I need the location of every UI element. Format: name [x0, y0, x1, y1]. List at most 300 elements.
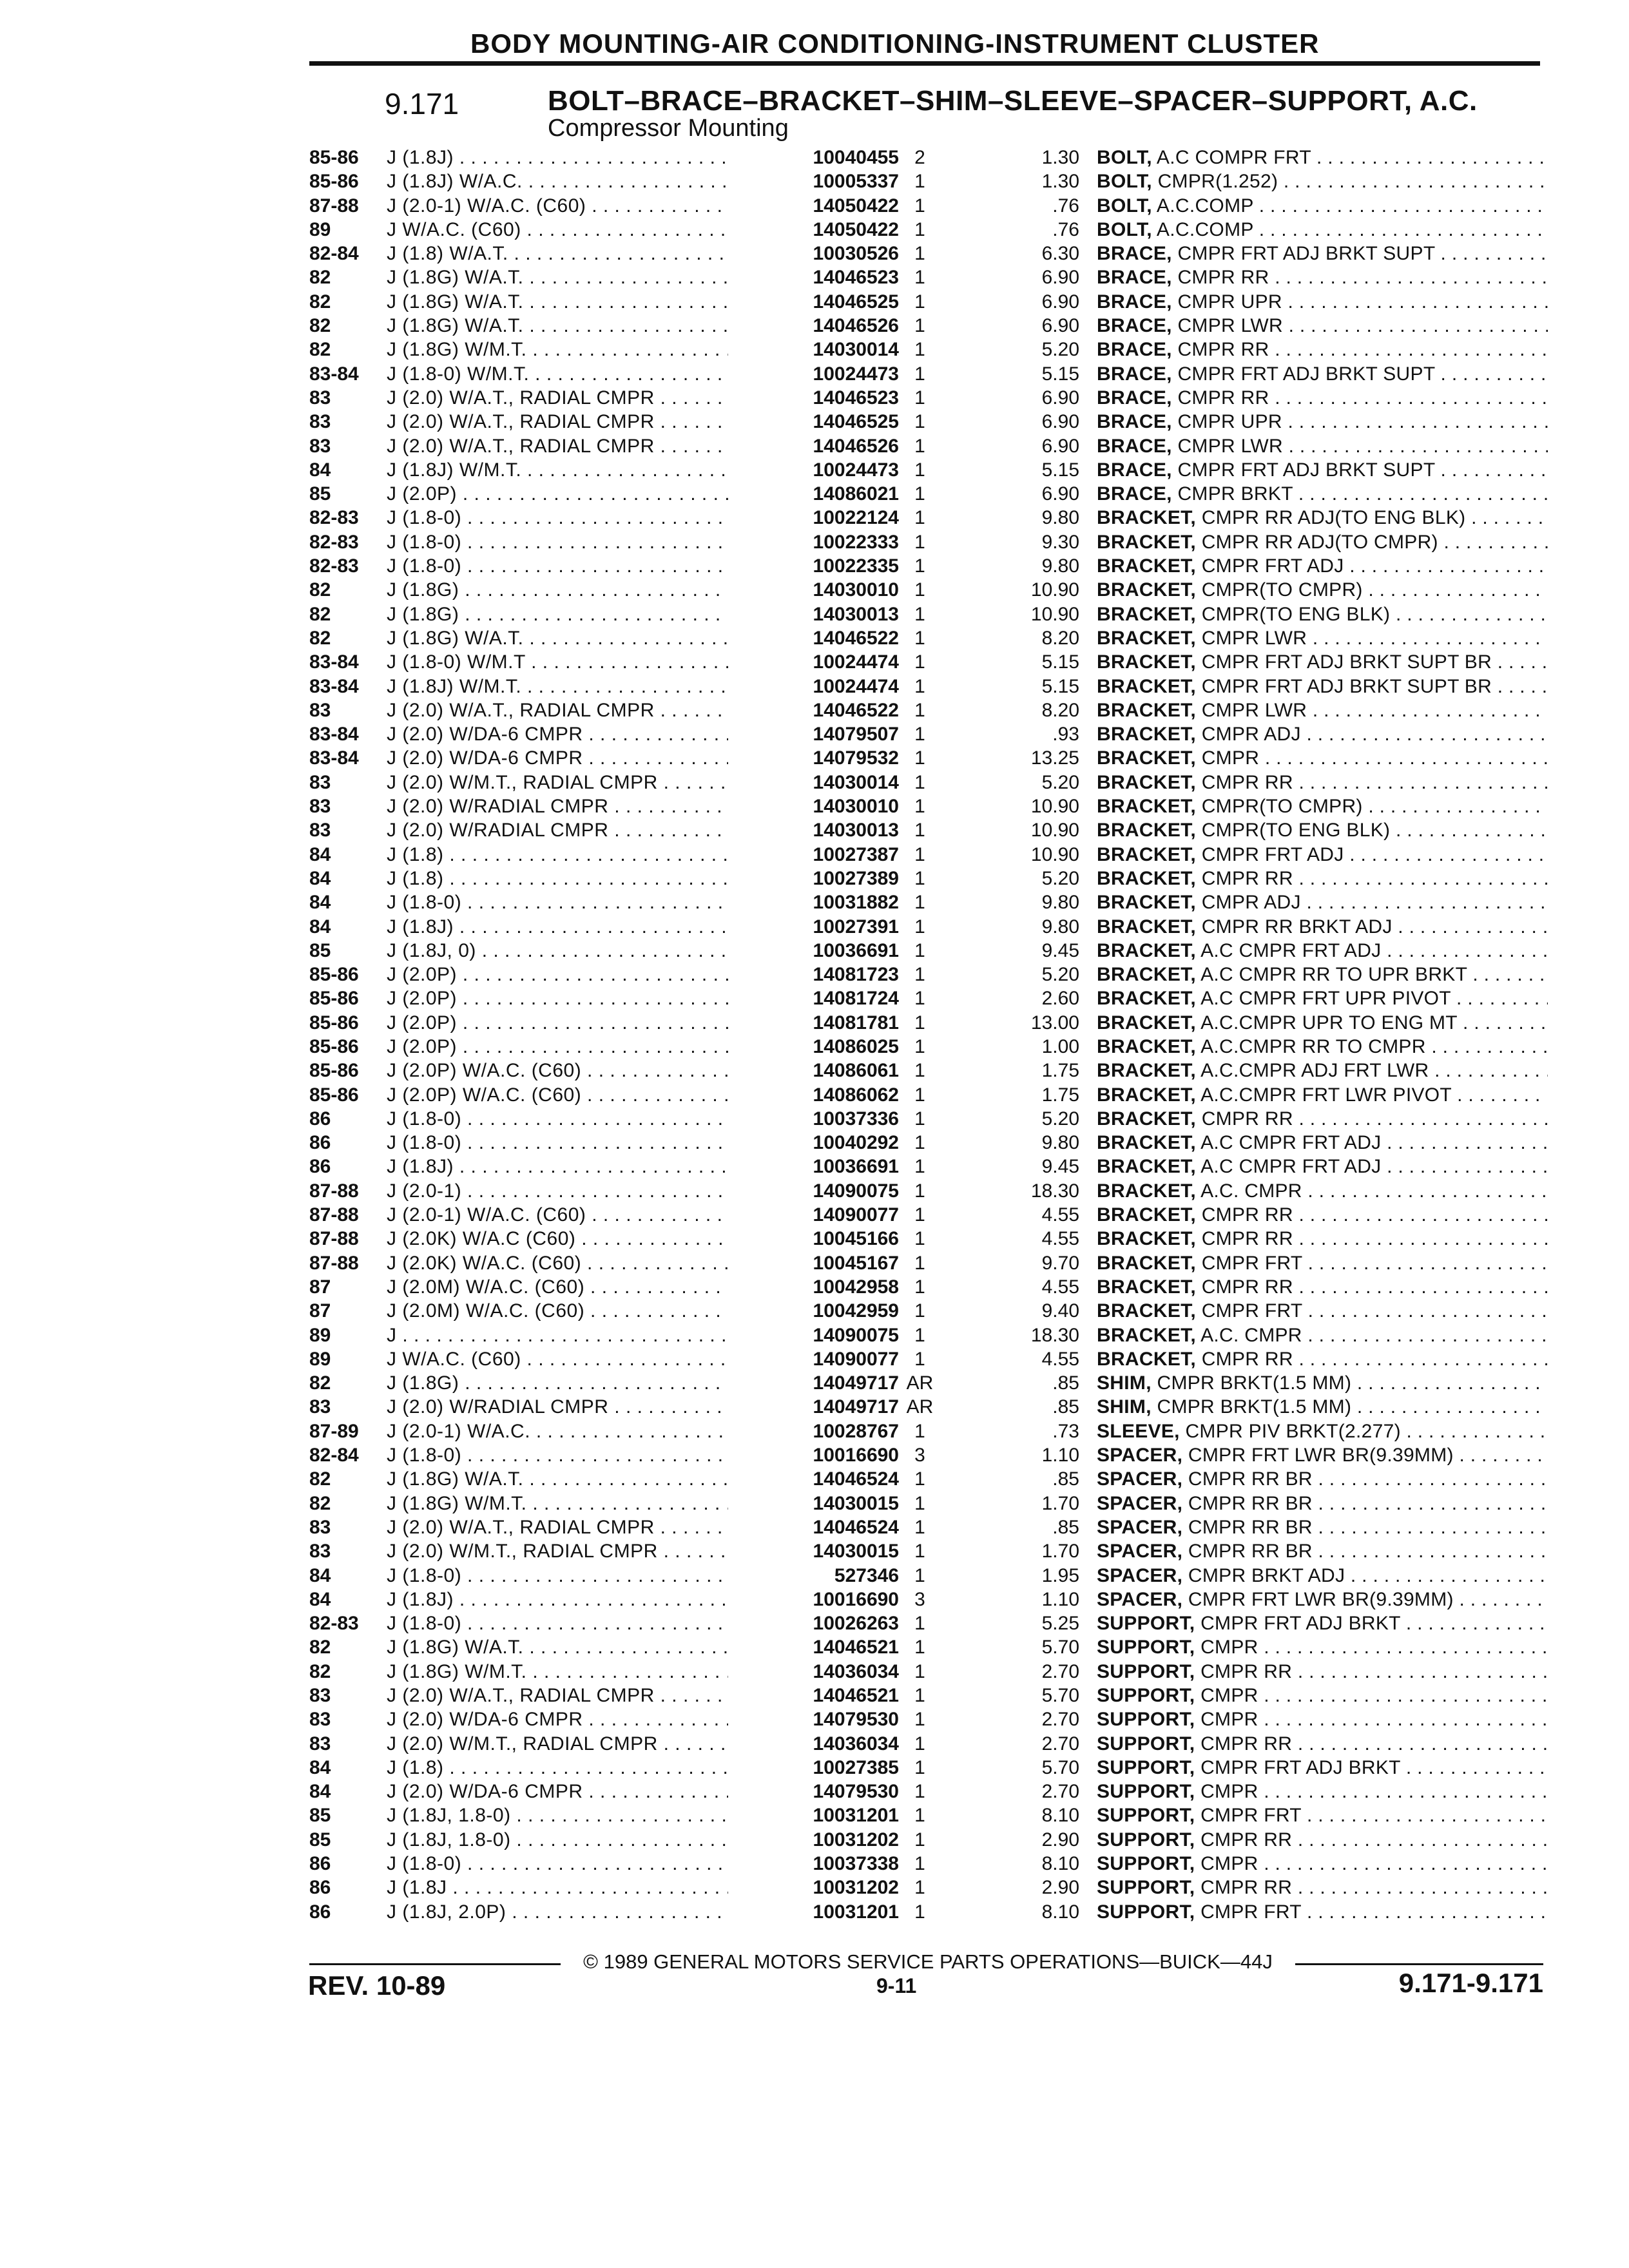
part-model: J (2.0) W/RADIAL CMPR . . .	[387, 1395, 728, 1419]
part-number: 10042958	[813, 1276, 899, 1298]
part-number: 10042959	[813, 1300, 899, 1322]
part-model: J (1.8G) W/A.T. . . .	[387, 265, 728, 289]
part-number: 14090077	[813, 1204, 899, 1226]
part-model: J (2.0) W/M.T., RADIAL CMPR . . .	[387, 1539, 728, 1563]
part-year: 85-86	[309, 171, 359, 193]
part-number: 14030013	[813, 603, 899, 625]
part-price: 8.10	[1041, 1805, 1079, 1827]
part-quantity: 1	[914, 724, 925, 745]
part-desc-text: CMPR(TO ENG BLK)	[1201, 603, 1391, 625]
part-price: 9.80	[1041, 555, 1079, 577]
part-description	[1097, 1611, 1548, 1635]
part-quantity: 1	[914, 1420, 925, 1442]
part-quantity: 1	[914, 459, 925, 481]
part-type: SUPPORT,	[1097, 1637, 1195, 1658]
part-number: 14046522	[813, 699, 899, 721]
part-row	[309, 1179, 1547, 1203]
part-row	[309, 675, 1547, 698]
part-year: 87-88	[309, 1204, 359, 1226]
part-type: SUPPORT,	[1097, 1660, 1195, 1682]
part-year: 85-86	[309, 1012, 359, 1033]
part-year: 82	[309, 627, 331, 649]
part-row	[309, 410, 1547, 434]
part-desc-text: CMPR RR	[1201, 1276, 1293, 1298]
part-number: 14046526	[813, 315, 899, 337]
part-quantity: 1	[914, 939, 925, 961]
part-desc-text: A.C.CMPR ADJ FRT LWR	[1200, 1060, 1429, 1082]
part-description	[1097, 1515, 1548, 1539]
part-price: 4.55	[1041, 1228, 1079, 1250]
part-year: 82	[309, 291, 331, 312]
part-description	[1097, 1131, 1548, 1155]
part-description	[1097, 1443, 1548, 1467]
part-desc-text: CMPR RR	[1200, 1733, 1293, 1754]
part-price: 4.55	[1041, 1276, 1079, 1298]
part-price: 9.80	[1041, 916, 1079, 937]
part-description	[1097, 265, 1548, 289]
part-price: 9.80	[1041, 1132, 1079, 1154]
part-desc-text: CMPR(TO CMPR)	[1201, 579, 1363, 601]
part-type: BRACKET,	[1097, 939, 1197, 961]
part-price: 10.90	[1030, 603, 1079, 625]
part-row	[309, 1564, 1547, 1588]
part-year: 83	[309, 1541, 331, 1562]
part-number: 10026263	[813, 1613, 899, 1635]
part-year: 83-84	[309, 651, 359, 673]
part-desc-text: CMPR RR ADJ(TO ENG BLK)	[1201, 507, 1466, 529]
part-quantity: 1	[914, 1300, 925, 1322]
part-price: 10.90	[1030, 579, 1079, 601]
part-row	[309, 169, 1547, 193]
part-desc-text: CMPR FRT ADJ BRKT SUPT BR	[1201, 651, 1492, 673]
part-year: 84	[309, 459, 331, 481]
part-model: J . . .	[387, 1323, 728, 1347]
part-type: BRACE,	[1097, 267, 1172, 289]
part-model: J (2.0P) W/A.C. (C60) . . .	[387, 1083, 728, 1107]
part-quantity: 1	[914, 1276, 925, 1298]
part-desc-text: A.C.CMPR RR TO CMPR	[1200, 1035, 1426, 1057]
part-year: 84	[309, 867, 331, 889]
part-desc-text: CMPR FRT ADJ BRKT	[1200, 1613, 1401, 1635]
part-number: 14030015	[813, 1541, 899, 1562]
part-description	[1097, 939, 1548, 963]
part-year: 83	[309, 771, 331, 793]
part-quantity: 1	[914, 1733, 925, 1754]
part-quantity: 1	[914, 867, 925, 889]
part-type: SPACER,	[1097, 1541, 1183, 1562]
part-description	[1097, 843, 1548, 867]
part-quantity: 1	[914, 1756, 925, 1778]
part-year: 82-83	[309, 531, 359, 553]
part-description	[1097, 794, 1548, 818]
part-row	[309, 290, 1547, 314]
part-description	[1097, 146, 1548, 169]
part-type: BRACKET,	[1097, 1012, 1197, 1033]
part-number: 10040455	[813, 147, 899, 168]
part-desc-text: A.C CMPR FRT ADJ	[1200, 1156, 1382, 1178]
part-description	[1097, 1323, 1548, 1347]
part-row	[309, 1155, 1547, 1178]
part-number: 14050422	[813, 218, 899, 240]
part-model: J (2.0-1) W/A.C. . . .	[387, 1419, 728, 1443]
part-quantity: 1	[914, 1492, 925, 1514]
part-type: BRACE,	[1097, 459, 1172, 481]
part-type: BRACE,	[1097, 411, 1172, 433]
part-type: BRACKET,	[1097, 1060, 1197, 1082]
part-price: 6.90	[1041, 315, 1079, 337]
revision-label: REV. 10-89	[308, 1970, 446, 2001]
part-quantity: 1	[914, 243, 925, 265]
part-type: BRACKET,	[1097, 1324, 1197, 1346]
part-model: J (1.8J . . .	[387, 1876, 728, 1899]
part-description	[1097, 1251, 1548, 1275]
part-number: 14030015	[813, 1492, 899, 1514]
part-year: 82	[309, 267, 331, 289]
part-desc-text: CMPR BRKT	[1177, 483, 1293, 505]
part-description	[1097, 338, 1548, 361]
part-row	[309, 338, 1547, 361]
part-row	[309, 1059, 1547, 1082]
part-model: J (2.0) W/A.T., RADIAL CMPR . . .	[387, 698, 728, 722]
part-row	[309, 890, 1547, 914]
part-description	[1097, 554, 1548, 578]
part-price: 5.25	[1041, 1613, 1079, 1635]
part-row	[309, 1684, 1547, 1707]
part-number: 10024474	[813, 651, 899, 673]
part-desc-text: A.C. CMPR	[1200, 1324, 1302, 1346]
part-description	[1097, 1059, 1548, 1082]
part-year: 84	[309, 843, 331, 865]
part-description	[1097, 169, 1548, 193]
part-model: J (2.0-1) W/A.C. (C60) . . .	[387, 194, 728, 218]
part-description	[1097, 675, 1548, 698]
part-type: BRACKET,	[1097, 1300, 1197, 1322]
part-type: SLEEVE,	[1097, 1420, 1180, 1442]
part-number: 14049717	[813, 1372, 899, 1394]
part-number: 10028767	[813, 1420, 899, 1442]
part-description	[1097, 1179, 1548, 1203]
part-quantity: 1	[914, 796, 925, 818]
part-number: 14046525	[813, 411, 899, 433]
part-model: J (1.8J) . . .	[387, 915, 728, 939]
part-model: J (1.8-0) . . .	[387, 1131, 728, 1155]
part-model: J (2.0) W/DA-6 CMPR . . .	[387, 1780, 728, 1803]
part-year: 83	[309, 1516, 331, 1538]
part-model: J (1.8-0) W/M.T. . . .	[387, 362, 728, 386]
part-description	[1097, 1828, 1548, 1852]
part-year: 85-86	[309, 988, 359, 1010]
part-price: 18.30	[1030, 1180, 1079, 1202]
part-desc-text: CMPR RR BRKT ADJ	[1201, 916, 1393, 937]
part-price: 4.55	[1041, 1348, 1079, 1370]
part-price: 5.15	[1041, 651, 1079, 673]
part-year: 86	[309, 1132, 331, 1154]
part-price: 1.10	[1041, 1588, 1079, 1610]
part-description	[1097, 1347, 1548, 1371]
part-desc-text: CMPR RR	[1201, 771, 1293, 793]
part-description	[1097, 771, 1548, 794]
part-model: J (1.8J) W/M.T. . . .	[387, 458, 728, 482]
part-price: 9.45	[1041, 1156, 1079, 1178]
part-year: 82	[309, 603, 331, 625]
part-description	[1097, 314, 1548, 338]
part-year: 83	[309, 820, 331, 841]
part-year: 85-86	[309, 1060, 359, 1082]
part-type: BRACKET,	[1097, 820, 1197, 841]
part-quantity: 1	[914, 820, 925, 841]
part-desc-text: CMPR BRKT ADJ	[1188, 1564, 1345, 1586]
part-description	[1097, 1660, 1548, 1684]
part-price: 6.90	[1041, 267, 1079, 289]
part-type: SUPPORT,	[1097, 1709, 1195, 1731]
part-desc-text: CMPR PIV BRKT(2.277)	[1185, 1420, 1401, 1442]
part-price: 8.20	[1041, 627, 1079, 649]
part-number: 10022333	[813, 531, 899, 553]
part-number: 14046525	[813, 291, 899, 312]
part-row	[309, 434, 1547, 458]
part-quantity: 1	[914, 1805, 925, 1827]
part-row	[309, 242, 1547, 265]
part-type: BRACE,	[1097, 483, 1172, 505]
part-number: 14090077	[813, 1348, 899, 1370]
part-model: J (1.8-0) . . .	[387, 890, 728, 914]
part-row	[309, 194, 1547, 218]
part-price: 13.25	[1030, 747, 1079, 769]
part-number: 14081723	[813, 964, 899, 986]
part-model: J (1.8-0) W/M.T . . .	[387, 650, 728, 674]
part-price: .85	[1052, 1468, 1079, 1490]
part-desc-text: CMPR FRT ADJ BRKT SUPT	[1177, 243, 1435, 265]
part-model: J (2.0) W/RADIAL CMPR . . .	[387, 818, 728, 842]
part-row	[309, 1707, 1547, 1731]
part-model: J (2.0P) W/A.C. (C60) . . .	[387, 1059, 728, 1082]
part-price: 1.95	[1041, 1564, 1079, 1586]
part-quantity: 1	[914, 555, 925, 577]
part-row	[309, 218, 1547, 242]
part-description	[1097, 482, 1548, 506]
part-quantity: 1	[914, 579, 925, 601]
part-number: 10036691	[813, 939, 899, 961]
part-description	[1097, 818, 1548, 842]
part-model: J (2.0P) . . .	[387, 1011, 728, 1035]
part-price: 2.60	[1041, 988, 1079, 1010]
part-model: J (2.0) W/DA-6 CMPR . . .	[387, 722, 728, 746]
part-description	[1097, 963, 1548, 986]
part-number: 14050422	[813, 195, 899, 216]
part-description	[1097, 1155, 1548, 1178]
part-desc-text: CMPR FRT	[1201, 1300, 1303, 1322]
part-quantity: 1	[914, 1853, 925, 1875]
part-number: 10005337	[813, 171, 899, 193]
part-description	[1097, 1852, 1548, 1876]
part-price: 1.70	[1041, 1492, 1079, 1514]
part-quantity: 1	[914, 171, 925, 193]
part-row	[309, 1035, 1547, 1059]
part-quantity: AR	[906, 1372, 934, 1394]
part-year: 82-83	[309, 507, 359, 529]
part-type: SUPPORT,	[1097, 1901, 1195, 1923]
part-price: 1.75	[1041, 1084, 1079, 1106]
part-row	[309, 1299, 1547, 1323]
part-type: BRACKET,	[1097, 892, 1197, 914]
part-type: BRACKET,	[1097, 843, 1197, 865]
part-year: 82	[309, 339, 331, 361]
part-type: BRACKET,	[1097, 1084, 1197, 1106]
part-type: BRACKET,	[1097, 796, 1197, 818]
part-model: J (1.8J) . . .	[387, 146, 728, 169]
part-type: SUPPORT,	[1097, 1613, 1195, 1635]
part-quantity: 1	[914, 387, 925, 408]
part-type: BRACE,	[1097, 291, 1172, 312]
part-type: SPACER,	[1097, 1492, 1183, 1514]
part-quantity: 1	[914, 1060, 925, 1082]
part-year: 87-88	[309, 1252, 359, 1274]
part-row	[309, 1803, 1547, 1827]
part-desc-text: CMPR FRT ADJ	[1201, 843, 1344, 865]
part-desc-text: CMPR RR BR	[1188, 1516, 1313, 1538]
part-model: J (2.0K) W/A.C. (C60) . . .	[387, 1251, 728, 1275]
part-desc-text: CMPR RR	[1177, 387, 1269, 408]
part-description	[1097, 1780, 1548, 1803]
part-type: BRACE,	[1097, 363, 1172, 385]
part-type: BRACKET,	[1097, 555, 1197, 577]
part-number: 10045167	[813, 1252, 899, 1274]
part-quantity: 1	[914, 315, 925, 337]
part-type: SUPPORT,	[1097, 1781, 1195, 1803]
part-price: 9.80	[1041, 892, 1079, 914]
part-number: 14079530	[813, 1781, 899, 1803]
part-desc-text: A.C CMPR RR TO UPR BRKT	[1200, 964, 1467, 986]
part-price: 9.30	[1041, 531, 1079, 553]
part-type: BRACKET,	[1097, 603, 1197, 625]
part-number: 527346	[834, 1564, 899, 1586]
part-row	[309, 722, 1547, 746]
part-year: 83-84	[309, 747, 359, 769]
part-year: 82	[309, 579, 331, 601]
part-quantity: 1	[914, 435, 925, 457]
part-model: J (1.8G) W/A.T. . . .	[387, 314, 728, 338]
part-type: BRACKET,	[1097, 1204, 1197, 1226]
part-quantity: 1	[914, 771, 925, 793]
part-description	[1097, 218, 1548, 242]
part-year: 82-83	[309, 1613, 359, 1635]
part-row	[309, 1251, 1547, 1275]
part-model: J (1.8G) W/M.T. . . .	[387, 1660, 728, 1684]
part-number: 10037336	[813, 1108, 899, 1129]
part-number: 14036034	[813, 1660, 899, 1682]
part-number: 10027389	[813, 867, 899, 889]
part-year: 87-88	[309, 1180, 359, 1202]
part-row	[309, 530, 1547, 554]
part-price: 6.90	[1041, 387, 1079, 408]
part-row	[309, 1876, 1547, 1899]
part-year: 82-83	[309, 555, 359, 577]
footer-rule-left	[309, 1963, 561, 1965]
part-row	[309, 265, 1547, 289]
part-desc-text: CMPR	[1200, 1781, 1258, 1803]
part-number: 14036034	[813, 1733, 899, 1754]
part-row	[309, 939, 1547, 963]
part-description	[1097, 1539, 1548, 1563]
part-quantity: 1	[914, 747, 925, 769]
part-description	[1097, 1035, 1548, 1059]
part-description	[1097, 362, 1548, 386]
part-quantity: 1	[914, 483, 925, 505]
part-model: J (1.8G) . . .	[387, 578, 728, 602]
part-description	[1097, 1299, 1548, 1323]
part-row	[309, 554, 1547, 578]
part-model: J (2.0-1) W/A.C. (C60) . . .	[387, 1203, 728, 1227]
part-description	[1097, 1803, 1548, 1827]
part-quantity: 1	[914, 988, 925, 1010]
part-number: 14079530	[813, 1709, 899, 1731]
part-description	[1097, 1419, 1548, 1443]
part-number: 10022124	[813, 507, 899, 529]
part-desc-text: CMPR	[1200, 1709, 1258, 1731]
part-row	[309, 1515, 1547, 1539]
part-number: 14030010	[813, 579, 899, 601]
part-description	[1097, 698, 1548, 722]
part-year: 82	[309, 1468, 331, 1490]
part-row	[309, 1323, 1547, 1347]
part-type: BRACE,	[1097, 339, 1172, 361]
part-description	[1097, 290, 1548, 314]
part-row	[309, 915, 1547, 939]
part-row	[309, 1732, 1547, 1756]
part-description	[1097, 1275, 1548, 1299]
part-description	[1097, 915, 1548, 939]
part-desc-text: CMPR	[1200, 1685, 1258, 1706]
part-quantity: 1	[914, 1877, 925, 1899]
part-type: SPACER,	[1097, 1588, 1183, 1610]
part-desc-text: A.C.CMPR FRT LWR PIVOT	[1200, 1084, 1452, 1106]
part-desc-text: CMPR RR	[1200, 1660, 1293, 1682]
part-model: J (2.0) W/A.T., RADIAL CMPR . . .	[387, 1684, 728, 1707]
part-type: BRACKET,	[1097, 675, 1197, 697]
part-price: 2.70	[1041, 1709, 1079, 1731]
part-number: 10027391	[813, 916, 899, 937]
part-year: 83	[309, 411, 331, 433]
part-desc-text: CMPR	[1200, 1637, 1258, 1658]
part-type: BOLT,	[1097, 195, 1152, 216]
part-price: .93	[1052, 724, 1079, 745]
part-desc-text: A.C. CMPR	[1200, 1180, 1302, 1202]
part-price: 1.70	[1041, 1541, 1079, 1562]
part-year: 84	[309, 1781, 331, 1803]
section-title: BOLT–BRACE–BRACKET–SHIM–SLEEVE–SPACER–SUPPORT, A.C.	[548, 85, 1478, 117]
part-desc-text: CMPR FRT ADJ BRKT SUPT	[1177, 363, 1435, 385]
part-desc-text: CMPR RR BR	[1188, 1541, 1313, 1562]
part-type: SHIM,	[1097, 1396, 1152, 1418]
part-price: 6.30	[1041, 243, 1079, 265]
part-year: 83	[309, 699, 331, 721]
part-quantity: 1	[914, 651, 925, 673]
part-type: SPACER,	[1097, 1516, 1183, 1538]
part-price: 1.30	[1041, 171, 1079, 193]
part-price: 10.90	[1030, 820, 1079, 841]
part-price: 5.70	[1041, 1685, 1079, 1706]
part-model: J (2.0) W/A.T., RADIAL CMPR . . .	[387, 1515, 728, 1539]
part-quantity: 3	[914, 1445, 925, 1466]
part-row	[309, 482, 1547, 506]
part-model: J (2.0P) . . .	[387, 482, 728, 506]
part-quantity: 1	[914, 218, 925, 240]
part-type: BRACE,	[1097, 387, 1172, 408]
part-desc-text: CMPR RR	[1201, 867, 1293, 889]
part-quantity: 1	[914, 1660, 925, 1682]
part-model: J (1.8) . . .	[387, 843, 728, 867]
part-number: 10024473	[813, 459, 899, 481]
